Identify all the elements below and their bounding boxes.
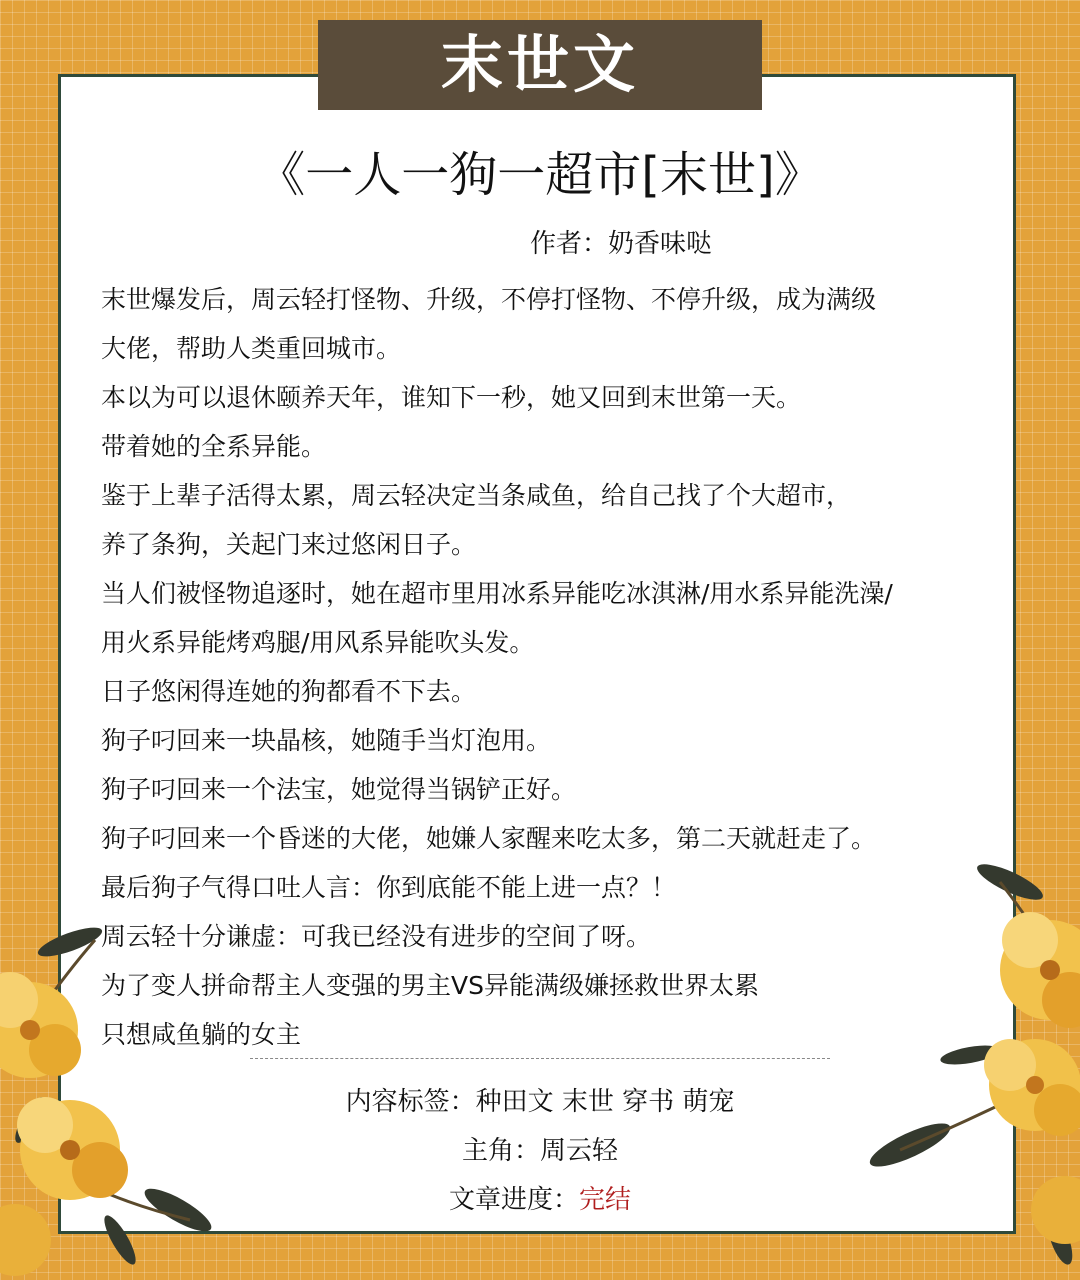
book-author: 作者：奶香味哒 <box>530 229 713 259</box>
synopsis-line: 本以为可以退休颐养天年，谁知下一秒，她又回到末世第一天。 <box>101 383 802 412</box>
synopsis-line: 末世爆发后，周云轻打怪物、升级，不停打怪物、不停升级，成为满级 <box>101 285 877 314</box>
synopsis-line: 鉴于上辈子活得太累，周云轻决定当条咸鱼，给自己找了个大超市， <box>101 481 852 510</box>
synopsis-line: 日子悠闲得连她的狗都看不下去。 <box>101 677 477 706</box>
synopsis-line: 为了变人拼命帮主人变强的男主VS异能满级嫌拯救世界太累 <box>101 971 759 1000</box>
section-divider <box>250 1058 830 1059</box>
content-tags: 内容标签：种田文 末世 穿书 萌宠 <box>345 1087 735 1117</box>
synopsis-line: 狗子叼回来一块晶核，她随手当灯泡用。 <box>101 726 552 755</box>
synopsis-line: 周云轻十分谦虚：可我已经没有进步的空间了呀。 <box>101 922 652 951</box>
synopsis-line: 狗子叼回来一个法宝，她觉得当锅铲正好。 <box>101 775 577 804</box>
flower-decoration-left-icon <box>0 920 230 1280</box>
synopsis-line: 狗子叼回来一个昏迷的大佬，她嫌人家醒来吃太多，第二天就赶走了。 <box>101 824 877 853</box>
synopsis-line: 养了条狗，关起门来过悠闲日子。 <box>101 530 477 559</box>
synopsis-line: 带着她的全系异能。 <box>101 432 327 461</box>
synopsis-line: 只想咸鱼躺的女主 <box>101 1020 302 1049</box>
synopsis-line: 用火系异能烤鸡腿/用风系异能吹头发。 <box>101 628 535 657</box>
progress-value: 完结 <box>579 1185 632 1215</box>
synopsis-line: 最后狗子气得口吐人言：你到底能不能上进一点？！ <box>101 873 677 902</box>
book-title: 《一人一狗一超市[末世]》 <box>257 147 823 203</box>
flower-decoration-right-icon <box>860 860 1080 1280</box>
genre-tag: 末世文 <box>318 20 762 110</box>
synopsis-line: 大佬，帮助人类重回城市。 <box>101 334 402 363</box>
progress-label: 文章进度： <box>448 1185 579 1215</box>
lead-character: 主角：周云轻 <box>461 1136 618 1166</box>
synopsis-line: 当人们被怪物追逐时，她在超市里用冰系异能吃冰淇淋/用水系异能洗澡/ <box>101 579 893 608</box>
